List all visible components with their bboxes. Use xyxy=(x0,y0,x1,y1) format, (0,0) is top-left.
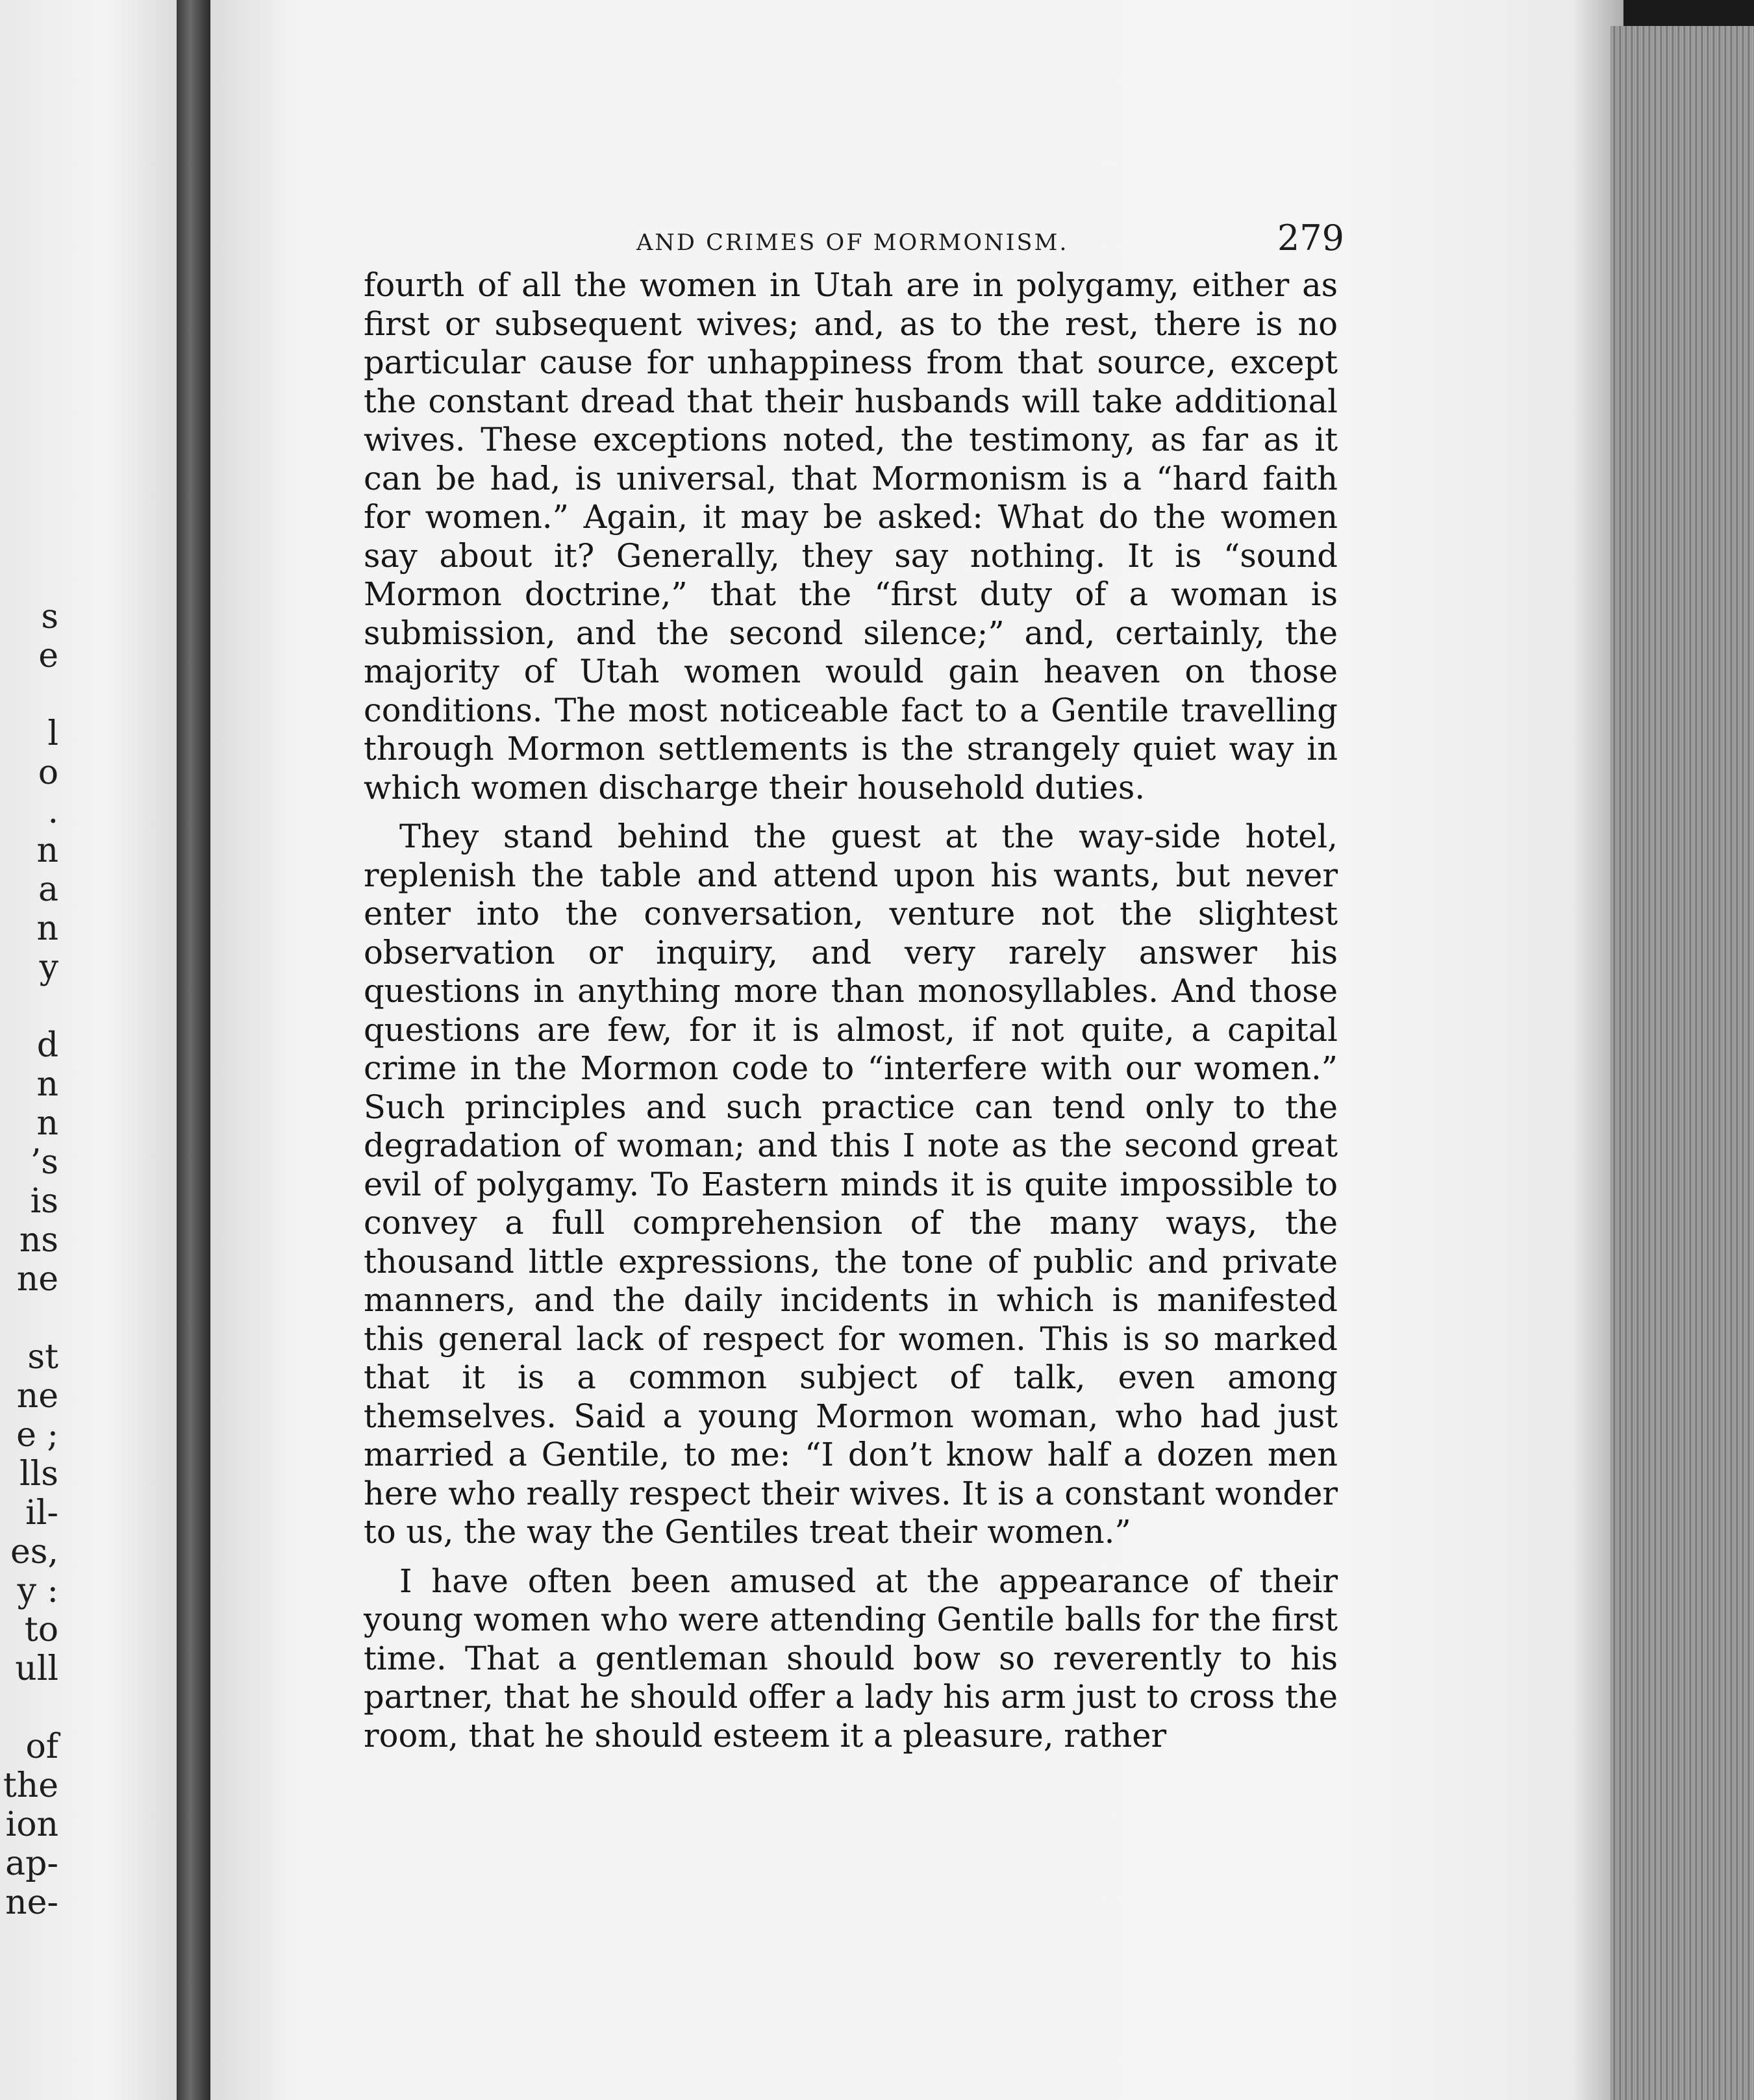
left-page-fragment: e ; xyxy=(16,1416,58,1455)
paragraph-3: I have often been amused at the appearance of their young women who were attending Gentile balls for the first time. That a gentleman should bow so reverently to his partner, that he should offer a lady his arm just to cross the room, that he should esteem it a pleasure, rather xyxy=(364,1562,1338,1755)
left-page-fragment xyxy=(0,1688,58,1727)
left-page-fragment: st xyxy=(27,1338,58,1377)
left-page-fragment: is xyxy=(30,1182,58,1221)
left-page-fragment: o xyxy=(38,753,58,792)
left-page-fragment: n xyxy=(36,1104,58,1143)
left-page-fragment: e xyxy=(38,636,58,675)
left-page-fragment: es, xyxy=(10,1532,58,1571)
page-number: 279 xyxy=(1277,218,1344,258)
left-page-fragment: ull xyxy=(15,1649,58,1688)
left-page-text-fragments xyxy=(0,597,58,1922)
left-page-fragment xyxy=(0,1299,58,1338)
left-page-fragment: ’s xyxy=(30,1143,58,1182)
left-page-fragment: of xyxy=(25,1727,58,1766)
left-page-fragment xyxy=(0,675,58,714)
page-text xyxy=(364,266,1338,1755)
paragraph-2: They stand behind the guest at the way-side hotel, replenish the table and attend upon his wants, but never enter into the conversation, venture not the slightest observation or inquiry, and very rarely answer his questions in anything more than monosyllables. And those questions are few, for it is almost, if not quite, a capital crime in the Mormon code to “interfere with our women.” Such principles and such practice can tend only to the degradation of woman; and this I note as the second great evil of polygamy. To Eastern minds it is quite impossible to convey a full comprehension of the many ways, the thousand little expressions, the tone of public and private manners, and the daily incidents in which is manifested this general lack of respect for women. This is so marked that it is a common subject of talk, even among themselves. Said a young Mormon woman, who had just married a Gentile, to me: “I don’t know half a dozen men here who really respect their wives. It is a constant wonder to us, the way the Gentiles treat their women.” xyxy=(364,818,1338,1551)
left-page-fragment: n xyxy=(36,909,58,948)
left-page-fragment: . xyxy=(47,792,58,831)
left-page-fragment: n xyxy=(36,831,58,870)
book-fore-edge xyxy=(1610,26,1754,2100)
left-page-fragment: lls xyxy=(19,1455,58,1494)
left-page-fragment: y xyxy=(39,948,58,987)
left-page-fragment: s xyxy=(41,597,58,636)
running-head xyxy=(383,218,1344,258)
left-page-fragment: ap- xyxy=(5,1844,58,1883)
left-page-fragment: ns xyxy=(19,1221,58,1260)
left-page-fragment: ne xyxy=(16,1260,58,1299)
left-page-fragment: ne- xyxy=(5,1883,58,1922)
left-page-fragment: to xyxy=(24,1610,58,1649)
left-page-fragment: ion xyxy=(5,1805,58,1844)
left-page-fragment: l xyxy=(47,714,58,753)
left-page-fragment: d xyxy=(36,1026,58,1065)
running-title: AND CRIMES OF MORMONISM. xyxy=(636,230,1069,256)
left-page-fragment: n xyxy=(36,1065,58,1104)
left-page-fragment: il- xyxy=(25,1494,58,1532)
left-page-fragment: the xyxy=(3,1766,58,1805)
left-page-fragment: ne xyxy=(16,1377,58,1416)
book-gutter xyxy=(177,0,210,2100)
paragraph-1: fourth of all the women in Utah are in polygamy, either as first or subsequent wives; and, as to the rest, there is no particular cause for unhappiness from that source, except the constant dread that their husbands will take additional wives. These exceptions noted, the testimony, as far as it can be had, is universal, that Mormonism is a “hard faith for women.” Again, it may be asked: What do the women say about it? Generally, they say nothing. It is “sound Mormon doctrine,” that the “first duty of a woman is submission, and the second silence;” and, certainly, the majority of Utah women would gain heaven on those conditions. The most noticeable fact to a Gentile travelling through Mormon settlements is the strangely quiet way in which women discharge their household duties. xyxy=(364,266,1338,806)
left-page-fragment xyxy=(0,987,58,1026)
left-page-fragment: a xyxy=(38,870,58,909)
left-page-fragment: y : xyxy=(17,1571,58,1610)
